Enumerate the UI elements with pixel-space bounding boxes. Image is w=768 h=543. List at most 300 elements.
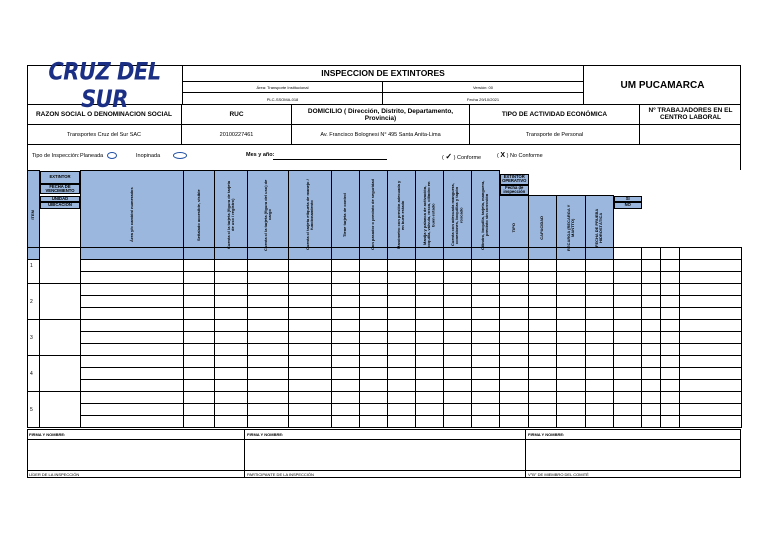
- table-cell[interactable]: [680, 404, 742, 416]
- table-cell[interactable]: [642, 392, 661, 404]
- table-cell[interactable]: [184, 320, 215, 332]
- table-cell[interactable]: [289, 260, 332, 272]
- table-cell[interactable]: [360, 248, 388, 260]
- table-cell[interactable]: [332, 284, 360, 296]
- table-cell[interactable]: [360, 260, 388, 272]
- conforme-text: ) Conforme: [453, 155, 482, 161]
- table-cell[interactable]: [661, 260, 680, 272]
- table-cell[interactable]: [332, 344, 360, 356]
- table-cell[interactable]: [642, 368, 661, 380]
- table-cell[interactable]: [81, 284, 184, 296]
- table-cell[interactable]: [248, 284, 289, 296]
- table-cell[interactable]: [184, 404, 215, 416]
- table-cell[interactable]: [472, 272, 500, 284]
- table-cell[interactable]: [500, 308, 529, 320]
- table-cell[interactable]: [81, 356, 184, 368]
- table-cell[interactable]: [360, 356, 388, 368]
- table-cell[interactable]: [661, 308, 680, 320]
- table-cell[interactable]: [557, 272, 586, 284]
- table-cell[interactable]: [557, 248, 586, 260]
- table-cell[interactable]: [416, 284, 444, 296]
- table-cell[interactable]: [388, 260, 416, 272]
- table-cell[interactable]: [661, 296, 680, 308]
- table-cell[interactable]: [661, 332, 680, 344]
- table-cell[interactable]: [332, 248, 360, 260]
- table-cell[interactable]: [332, 272, 360, 284]
- table-cell[interactable]: [529, 332, 557, 344]
- table-cell[interactable]: [332, 380, 360, 392]
- table-cell[interactable]: [472, 308, 500, 320]
- table-cell[interactable]: [472, 296, 500, 308]
- table-cell[interactable]: [248, 248, 289, 260]
- table-cell[interactable]: [289, 392, 332, 404]
- table-cell[interactable]: [614, 392, 642, 404]
- table-cell[interactable]: [81, 332, 184, 344]
- table-cell[interactable]: [444, 248, 472, 260]
- table-cell[interactable]: [388, 296, 416, 308]
- table-cell[interactable]: [388, 248, 416, 260]
- table-cell[interactable]: [680, 272, 742, 284]
- table-cell[interactable]: [184, 308, 215, 320]
- table-cell[interactable]: [557, 368, 586, 380]
- table-cell[interactable]: [642, 248, 661, 260]
- table-cell[interactable]: [680, 284, 742, 296]
- table-cell[interactable]: [360, 344, 388, 356]
- table-cell[interactable]: [661, 368, 680, 380]
- table-cell[interactable]: [661, 284, 680, 296]
- table-cell[interactable]: [360, 272, 388, 284]
- table-cell[interactable]: [332, 356, 360, 368]
- table-cell[interactable]: [444, 368, 472, 380]
- table-cell[interactable]: [184, 380, 215, 392]
- table-cell[interactable]: [444, 260, 472, 272]
- table-cell[interactable]: [614, 260, 642, 272]
- table-cell[interactable]: [529, 380, 557, 392]
- table-cell[interactable]: [215, 368, 248, 380]
- table-cell[interactable]: [661, 392, 680, 404]
- table-cell[interactable]: [500, 296, 529, 308]
- table-cell[interactable]: [215, 344, 248, 356]
- table-cell[interactable]: [614, 344, 642, 356]
- table-cell[interactable]: [500, 260, 529, 272]
- table-cell[interactable]: [388, 320, 416, 332]
- trabajadores-value[interactable]: [640, 125, 741, 145]
- table-cell[interactable]: [642, 416, 661, 428]
- table-cell[interactable]: [557, 260, 586, 272]
- table-cell[interactable]: [680, 248, 742, 260]
- table-cell[interactable]: [289, 320, 332, 332]
- table-cell[interactable]: [586, 332, 614, 344]
- table-cell[interactable]: [81, 260, 184, 272]
- table-cell[interactable]: [661, 356, 680, 368]
- table-cell[interactable]: [557, 404, 586, 416]
- table-cell[interactable]: [215, 308, 248, 320]
- table-cell[interactable]: [500, 272, 529, 284]
- table-cell[interactable]: [444, 392, 472, 404]
- table-cell[interactable]: [184, 296, 215, 308]
- planned-radio[interactable]: [107, 152, 117, 159]
- table-cell[interactable]: [332, 392, 360, 404]
- table-cell[interactable]: [388, 380, 416, 392]
- table-cell[interactable]: [614, 416, 642, 428]
- table-cell[interactable]: [444, 344, 472, 356]
- table-cell[interactable]: [388, 416, 416, 428]
- table-cell[interactable]: [642, 308, 661, 320]
- item-number: 3: [28, 320, 40, 356]
- table-cell[interactable]: [642, 344, 661, 356]
- table-cell[interactable]: [472, 380, 500, 392]
- table-cell[interactable]: [416, 404, 444, 416]
- table-cell[interactable]: [332, 368, 360, 380]
- table-cell[interactable]: [184, 368, 215, 380]
- table-cell[interactable]: [557, 332, 586, 344]
- table-cell[interactable]: [642, 332, 661, 344]
- table-cell[interactable]: [500, 320, 529, 332]
- table-cell[interactable]: [81, 392, 184, 404]
- table-cell[interactable]: [680, 308, 742, 320]
- table-cell[interactable]: [40, 320, 81, 356]
- table-cell[interactable]: [360, 308, 388, 320]
- table-cell[interactable]: [416, 248, 444, 260]
- table-cell[interactable]: [500, 248, 529, 260]
- table-cell[interactable]: [680, 356, 742, 368]
- table-cell[interactable]: [332, 260, 360, 272]
- table-cell[interactable]: [444, 332, 472, 344]
- table-cell[interactable]: [680, 368, 742, 380]
- table-cell[interactable]: [248, 368, 289, 380]
- table-cell[interactable]: [388, 356, 416, 368]
- table-cell[interactable]: [248, 260, 289, 272]
- table-cell[interactable]: [557, 308, 586, 320]
- table-cell[interactable]: [248, 404, 289, 416]
- tipo-header: TIPO: [500, 196, 529, 260]
- table-cell[interactable]: [360, 284, 388, 296]
- table-cell[interactable]: [642, 404, 661, 416]
- table-cell[interactable]: [472, 368, 500, 380]
- table-cell[interactable]: [248, 416, 289, 428]
- table-cell[interactable]: [661, 344, 680, 356]
- table-cell[interactable]: [360, 332, 388, 344]
- table-cell[interactable]: [215, 380, 248, 392]
- table-cell[interactable]: [416, 344, 444, 356]
- table-cell[interactable]: [586, 404, 614, 416]
- table-cell[interactable]: [586, 380, 614, 392]
- table-cell[interactable]: [680, 380, 742, 392]
- table-cell[interactable]: [444, 380, 472, 392]
- table-cell[interactable]: [388, 368, 416, 380]
- table-cell[interactable]: [81, 344, 184, 356]
- table-cell[interactable]: [557, 380, 586, 392]
- month-year-input[interactable]: [273, 159, 387, 160]
- table-cell[interactable]: [289, 296, 332, 308]
- table-cell[interactable]: [215, 404, 248, 416]
- table-cell[interactable]: [642, 320, 661, 332]
- table-cell[interactable]: [586, 308, 614, 320]
- table-cell[interactable]: [680, 260, 742, 272]
- table-cell[interactable]: [416, 260, 444, 272]
- table-cell[interactable]: [332, 404, 360, 416]
- table-cell[interactable]: [215, 248, 248, 260]
- table-cell[interactable]: [289, 344, 332, 356]
- table-cell[interactable]: [360, 416, 388, 428]
- table-cell[interactable]: [586, 356, 614, 368]
- table-cell[interactable]: [248, 320, 289, 332]
- table-cell[interactable]: [248, 272, 289, 284]
- table-cell[interactable]: [472, 332, 500, 344]
- table-cell[interactable]: [388, 272, 416, 284]
- table-cell[interactable]: [332, 320, 360, 332]
- table-cell[interactable]: [184, 284, 215, 296]
- table-cell[interactable]: [388, 332, 416, 344]
- table-cell[interactable]: [680, 416, 742, 428]
- table-cell[interactable]: [184, 332, 215, 344]
- table-cell[interactable]: [472, 404, 500, 416]
- table-cell[interactable]: [444, 404, 472, 416]
- table-cell[interactable]: [332, 296, 360, 308]
- table-cell[interactable]: [248, 332, 289, 344]
- table-cell[interactable]: [500, 332, 529, 344]
- table-cell[interactable]: [642, 260, 661, 272]
- table-cell[interactable]: [416, 416, 444, 428]
- table-cell[interactable]: [661, 404, 680, 416]
- table-cell[interactable]: [586, 368, 614, 380]
- table-cell[interactable]: [215, 332, 248, 344]
- table-cell[interactable]: [661, 248, 680, 260]
- table-cell[interactable]: [472, 392, 500, 404]
- table-cell[interactable]: [586, 248, 614, 260]
- table-cell[interactable]: [81, 368, 184, 380]
- table-cell[interactable]: [661, 416, 680, 428]
- table-cell[interactable]: [529, 308, 557, 320]
- table-cell[interactable]: [444, 356, 472, 368]
- table-cell[interactable]: [614, 404, 642, 416]
- table-cell[interactable]: [614, 296, 642, 308]
- table-cell[interactable]: [184, 272, 215, 284]
- table-cell[interactable]: [40, 284, 81, 320]
- table-cell[interactable]: [614, 284, 642, 296]
- table-cell[interactable]: [215, 296, 248, 308]
- table-cell[interactable]: [472, 320, 500, 332]
- table-cell[interactable]: [184, 416, 215, 428]
- table-cell[interactable]: [40, 392, 81, 428]
- table-cell[interactable]: [332, 332, 360, 344]
- table-cell[interactable]: [289, 356, 332, 368]
- table-cell[interactable]: [360, 404, 388, 416]
- table-cell[interactable]: [40, 248, 81, 284]
- table-cell[interactable]: [360, 296, 388, 308]
- table-cell[interactable]: [184, 260, 215, 272]
- table-cell[interactable]: [215, 356, 248, 368]
- table-cell[interactable]: [586, 260, 614, 272]
- table-cell[interactable]: [614, 308, 642, 320]
- table-cell[interactable]: [289, 416, 332, 428]
- table-cell[interactable]: [416, 272, 444, 284]
- table-cell[interactable]: [557, 296, 586, 308]
- table-cell[interactable]: [360, 392, 388, 404]
- table-cell[interactable]: [529, 284, 557, 296]
- table-cell[interactable]: [215, 416, 248, 428]
- table-cell[interactable]: [500, 356, 529, 368]
- table-cell[interactable]: [529, 356, 557, 368]
- table-cell[interactable]: [388, 308, 416, 320]
- table-cell[interactable]: [444, 416, 472, 428]
- table-cell[interactable]: [215, 284, 248, 296]
- table-cell[interactable]: [388, 392, 416, 404]
- table-cell[interactable]: [680, 296, 742, 308]
- table-cell[interactable]: [500, 404, 529, 416]
- table-cell[interactable]: [529, 272, 557, 284]
- table-cell[interactable]: [529, 368, 557, 380]
- unplanned-radio[interactable]: [173, 152, 187, 159]
- table-cell[interactable]: [557, 416, 586, 428]
- table-cell[interactable]: [529, 296, 557, 308]
- table-cell[interactable]: [388, 404, 416, 416]
- table-cell[interactable]: [215, 320, 248, 332]
- table-cell[interactable]: [81, 248, 184, 260]
- check-col-4: Cuenta c/ la tarjeta (figura del uso) de cargo: [248, 171, 289, 260]
- table-cell[interactable]: [416, 308, 444, 320]
- table-cell[interactable]: [248, 308, 289, 320]
- table-cell[interactable]: [557, 284, 586, 296]
- table-cell[interactable]: [586, 320, 614, 332]
- table-cell[interactable]: [680, 344, 742, 356]
- table-cell[interactable]: [642, 356, 661, 368]
- table-cell[interactable]: [680, 320, 742, 332]
- table-cell[interactable]: [586, 416, 614, 428]
- table-cell[interactable]: [586, 296, 614, 308]
- table-cell[interactable]: [529, 404, 557, 416]
- capacidad-header: CAPACIDAD: [529, 196, 557, 260]
- table-cell[interactable]: [472, 416, 500, 428]
- table-cell[interactable]: [680, 332, 742, 344]
- table-cell[interactable]: [416, 392, 444, 404]
- table-cell[interactable]: [248, 296, 289, 308]
- table-cell[interactable]: [388, 344, 416, 356]
- table-cell[interactable]: [416, 320, 444, 332]
- table-cell[interactable]: [472, 356, 500, 368]
- table-cell[interactable]: [444, 284, 472, 296]
- table-cell[interactable]: [81, 308, 184, 320]
- table-cell[interactable]: [614, 248, 642, 260]
- table-cell[interactable]: [416, 368, 444, 380]
- table-cell[interactable]: [557, 344, 586, 356]
- table-cell[interactable]: [614, 332, 642, 344]
- table-cell[interactable]: [332, 308, 360, 320]
- table-cell[interactable]: [500, 380, 529, 392]
- table-cell[interactable]: [614, 320, 642, 332]
- table-cell[interactable]: [248, 356, 289, 368]
- table-cell[interactable]: [248, 344, 289, 356]
- table-cell[interactable]: [642, 284, 661, 296]
- table-cell[interactable]: [81, 320, 184, 332]
- table-cell[interactable]: [81, 416, 184, 428]
- table-cell[interactable]: [289, 248, 332, 260]
- table-cell[interactable]: [557, 392, 586, 404]
- table-cell[interactable]: [289, 368, 332, 380]
- table-cell[interactable]: [586, 344, 614, 356]
- table-cell[interactable]: [661, 380, 680, 392]
- table-cell[interactable]: [586, 284, 614, 296]
- table-cell[interactable]: [614, 356, 642, 368]
- table-cell[interactable]: [289, 272, 332, 284]
- table-cell[interactable]: [360, 320, 388, 332]
- table-cell[interactable]: [332, 416, 360, 428]
- table-cell[interactable]: [289, 404, 332, 416]
- table-cell[interactable]: [444, 320, 472, 332]
- table-cell[interactable]: [444, 308, 472, 320]
- table-cell[interactable]: [215, 260, 248, 272]
- table-cell[interactable]: [416, 296, 444, 308]
- table-cell[interactable]: [184, 248, 215, 260]
- table-cell[interactable]: [614, 368, 642, 380]
- table-cell[interactable]: [184, 344, 215, 356]
- table-cell[interactable]: [472, 260, 500, 272]
- table-cell[interactable]: [529, 248, 557, 260]
- table-cell[interactable]: [360, 368, 388, 380]
- table-cell[interactable]: [416, 380, 444, 392]
- table-cell[interactable]: [81, 404, 184, 416]
- table-cell[interactable]: [557, 356, 586, 368]
- table-cell[interactable]: [289, 284, 332, 296]
- table-cell[interactable]: [444, 296, 472, 308]
- table-cell[interactable]: [81, 380, 184, 392]
- table-cell[interactable]: [360, 380, 388, 392]
- table-cell[interactable]: [416, 356, 444, 368]
- table-cell[interactable]: [472, 248, 500, 260]
- table-cell[interactable]: [529, 392, 557, 404]
- table-cell[interactable]: [289, 332, 332, 344]
- table-cell[interactable]: [529, 260, 557, 272]
- table-cell[interactable]: [81, 296, 184, 308]
- table-cell[interactable]: [500, 344, 529, 356]
- table-cell[interactable]: [444, 272, 472, 284]
- table-cell[interactable]: [472, 344, 500, 356]
- table-cell[interactable]: [557, 320, 586, 332]
- table-cell[interactable]: [248, 380, 289, 392]
- table-cell[interactable]: [248, 392, 289, 404]
- table-cell[interactable]: [642, 272, 661, 284]
- table-cell[interactable]: [184, 392, 215, 404]
- table-cell[interactable]: [586, 272, 614, 284]
- table-cell[interactable]: [472, 284, 500, 296]
- table-cell[interactable]: [215, 392, 248, 404]
- table-cell[interactable]: [529, 416, 557, 428]
- table-cell[interactable]: [680, 392, 742, 404]
- table-cell[interactable]: [40, 356, 81, 392]
- table-cell[interactable]: [614, 272, 642, 284]
- table-cell[interactable]: [500, 416, 529, 428]
- table-cell[interactable]: [661, 272, 680, 284]
- table-cell[interactable]: [529, 320, 557, 332]
- table-cell[interactable]: [289, 308, 332, 320]
- table-cell[interactable]: [529, 344, 557, 356]
- table-cell[interactable]: [500, 284, 529, 296]
- table-cell[interactable]: [642, 380, 661, 392]
- table-cell[interactable]: [614, 380, 642, 392]
- table-cell[interactable]: [642, 296, 661, 308]
- table-cell[interactable]: [500, 368, 529, 380]
- table-cell[interactable]: [500, 392, 529, 404]
- table-cell[interactable]: [81, 272, 184, 284]
- table-cell[interactable]: [289, 380, 332, 392]
- table-cell[interactable]: [586, 392, 614, 404]
- table-cell[interactable]: [215, 272, 248, 284]
- table-cell[interactable]: [416, 332, 444, 344]
- table-cell[interactable]: [184, 356, 215, 368]
- table-row: [28, 392, 742, 404]
- table-cell[interactable]: [388, 284, 416, 296]
- table-cell[interactable]: [661, 320, 680, 332]
